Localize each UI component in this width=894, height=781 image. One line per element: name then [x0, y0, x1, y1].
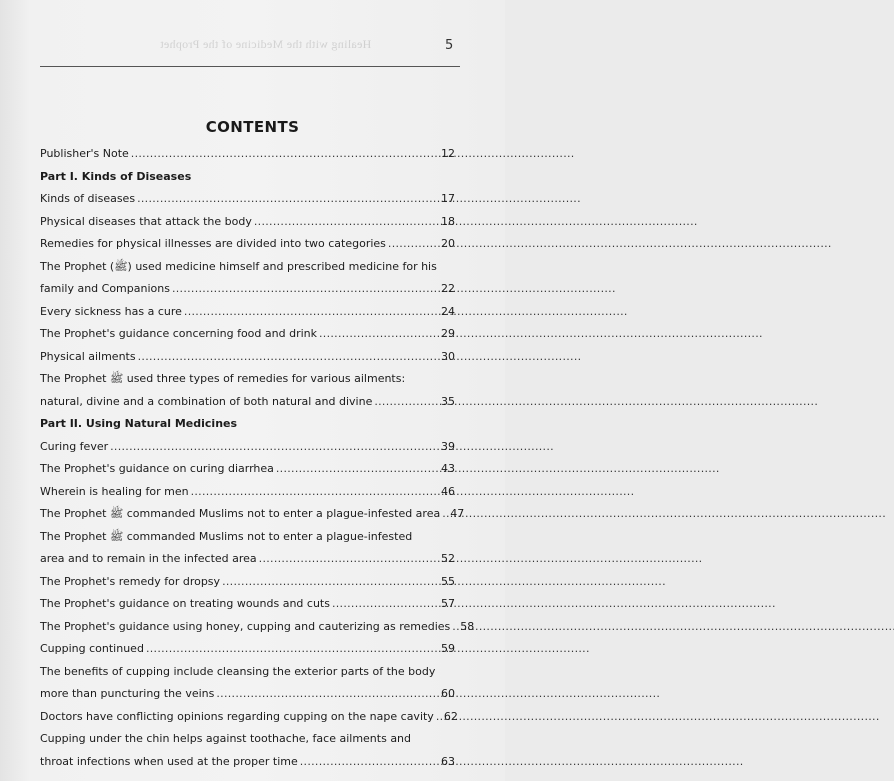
- page-number: 5: [445, 38, 454, 53]
- toc-entry-title: Publisher's Note: [40, 147, 129, 160]
- toc-entry-line: The Prophet ﷺ used three types of remedies for various ailments:: [40, 372, 406, 385]
- toc-page-number: 55: [441, 574, 455, 588]
- toc-page-number: 52: [441, 552, 455, 565]
- toc-page-number: 46: [441, 484, 455, 498]
- dot-leader: [172, 278, 439, 301]
- section-heading: Part II. Using Natural Medicines: [40, 417, 238, 430]
- toc-entry-title: Physical diseases that attack the body: [40, 214, 252, 228]
- toc-entry-title: The Prophet ﷺ commanded Muslims not to enter a plague-infested area: [40, 507, 441, 520]
- toc-entry-title: The Prophet's guidance on treating wounds and cuts: [40, 597, 330, 610]
- toc-entry-title: Every sickness has a cure: [40, 304, 182, 318]
- page-title: CONTENTS: [205, 118, 300, 136]
- toc-entry: [40, 706, 458, 729]
- toc-page-number: 62: [443, 709, 458, 723]
- toc-entry: [40, 436, 455, 459]
- section-heading: Part I. Kinds of Diseases: [40, 169, 192, 183]
- toc-entry-title: The Prophet's guidance on curing diarrhea: [40, 462, 274, 475]
- dot-leader: [137, 188, 439, 211]
- toc-page-number: 47: [450, 507, 465, 520]
- toc-entry-title: Remedies for physical illnesses are divided into two categories: [40, 237, 386, 250]
- toc-page-number: 60: [441, 687, 455, 700]
- toc-entry-title: natural, divine and a combination of both natural and divine: [40, 394, 373, 408]
- dot-leader: [452, 616, 458, 639]
- toc-page-number: 58: [460, 619, 475, 633]
- dot-leader: [110, 436, 439, 459]
- toc-entry-title: Cupping continued: [40, 642, 144, 655]
- toc-entry-line: The Prophet (ﷺ) used medicine himself and prescribed medicine for his: [40, 259, 437, 273]
- toc-entry: [40, 616, 475, 639]
- toc-page-number: 12: [441, 147, 455, 160]
- dot-leader: [276, 458, 439, 481]
- dot-leader: [319, 323, 439, 346]
- toc-entry: [40, 751, 455, 774]
- toc-entry: [40, 188, 455, 211]
- toc-page-number: 59: [441, 642, 455, 655]
- toc-entry-title: The Prophet's guidance concerning food and drink: [40, 327, 317, 340]
- toc-page-number: 63: [441, 754, 455, 768]
- toc-entry: [40, 143, 455, 166]
- toc-page-number: 24: [441, 304, 455, 318]
- toc-page-number: 17: [441, 192, 455, 205]
- dot-leader: [442, 503, 448, 526]
- toc-entry: [40, 301, 455, 324]
- dot-leader: [332, 593, 439, 616]
- toc-entry-title: Curing fever: [40, 439, 109, 453]
- toc-page-number: 22: [441, 282, 455, 295]
- dot-leader: [300, 751, 439, 774]
- toc-page-number: 39: [441, 439, 455, 453]
- header-rule: [40, 66, 460, 67]
- toc-entry: [40, 571, 455, 594]
- dot-leader: [146, 638, 439, 661]
- dot-leader: [216, 683, 439, 706]
- dot-leader: [131, 143, 439, 166]
- toc-page-number: 57: [441, 597, 455, 610]
- dot-leader: [138, 346, 439, 369]
- toc-entry-line: Cupping under the chin helps against toothache, face ailments and: [40, 732, 412, 745]
- toc-entry-title: family and Companions: [40, 282, 170, 295]
- toc-entry-title: area and to remain in the infected area: [40, 552, 257, 565]
- toc-entry: [40, 593, 455, 616]
- dot-leader: [191, 481, 439, 504]
- dot-leader: [254, 211, 439, 234]
- toc-entry: [40, 278, 455, 301]
- toc-entry: [40, 548, 455, 571]
- bleed-through-header: Healing with the Medicine of the Prophet: [160, 37, 372, 51]
- toc-entry: [40, 683, 455, 706]
- dot-leader: [374, 391, 439, 414]
- toc-entry-title: more than puncturing the veins: [40, 687, 215, 700]
- toc-entry-title: Doctors have conflicting opinions regarding cupping on the nape cavity: [40, 709, 434, 723]
- dot-leader: [388, 233, 439, 256]
- toc-entry: [40, 233, 455, 256]
- toc-entry: [40, 638, 455, 661]
- toc-entry: [40, 391, 455, 414]
- toc-page-number: 20: [441, 237, 455, 250]
- toc-page-number: 30: [441, 349, 455, 363]
- toc-entry: [40, 211, 455, 234]
- toc-page-number: 29: [441, 327, 455, 340]
- toc-entry: [40, 323, 455, 346]
- toc-entry-title: Wherein is healing for men: [40, 484, 189, 498]
- toc-entry-line: The benefits of cupping include cleansing the exterior parts of the body: [40, 664, 436, 678]
- toc-page-number: 35: [441, 394, 455, 408]
- dot-leader: [259, 548, 439, 571]
- dot-leader: [436, 706, 442, 729]
- toc-entry: [40, 458, 455, 481]
- table-of-contents: [40, 143, 475, 773]
- toc-entry-title: The Prophet's guidance using honey, cupping and cauterizing as remedies: [40, 619, 451, 633]
- toc-entry-title: Kinds of diseases: [40, 192, 136, 205]
- dot-leader: [184, 301, 439, 324]
- toc-page-number: 18: [441, 214, 455, 228]
- toc-entry: [40, 481, 455, 504]
- toc-entry-line: The Prophet ﷺ commanded Muslims not to enter a plague-infested: [40, 529, 413, 543]
- toc-entry: [40, 346, 455, 369]
- toc-entry-title: throat infections when used at the proper time: [40, 754, 298, 768]
- dot-leader: [222, 571, 439, 594]
- toc-page-number: 43: [441, 462, 455, 475]
- toc-entry-title: Physical ailments: [40, 349, 136, 363]
- toc-entry-title: The Prophet's remedy for dropsy: [40, 574, 221, 588]
- toc-entry: [40, 503, 465, 526]
